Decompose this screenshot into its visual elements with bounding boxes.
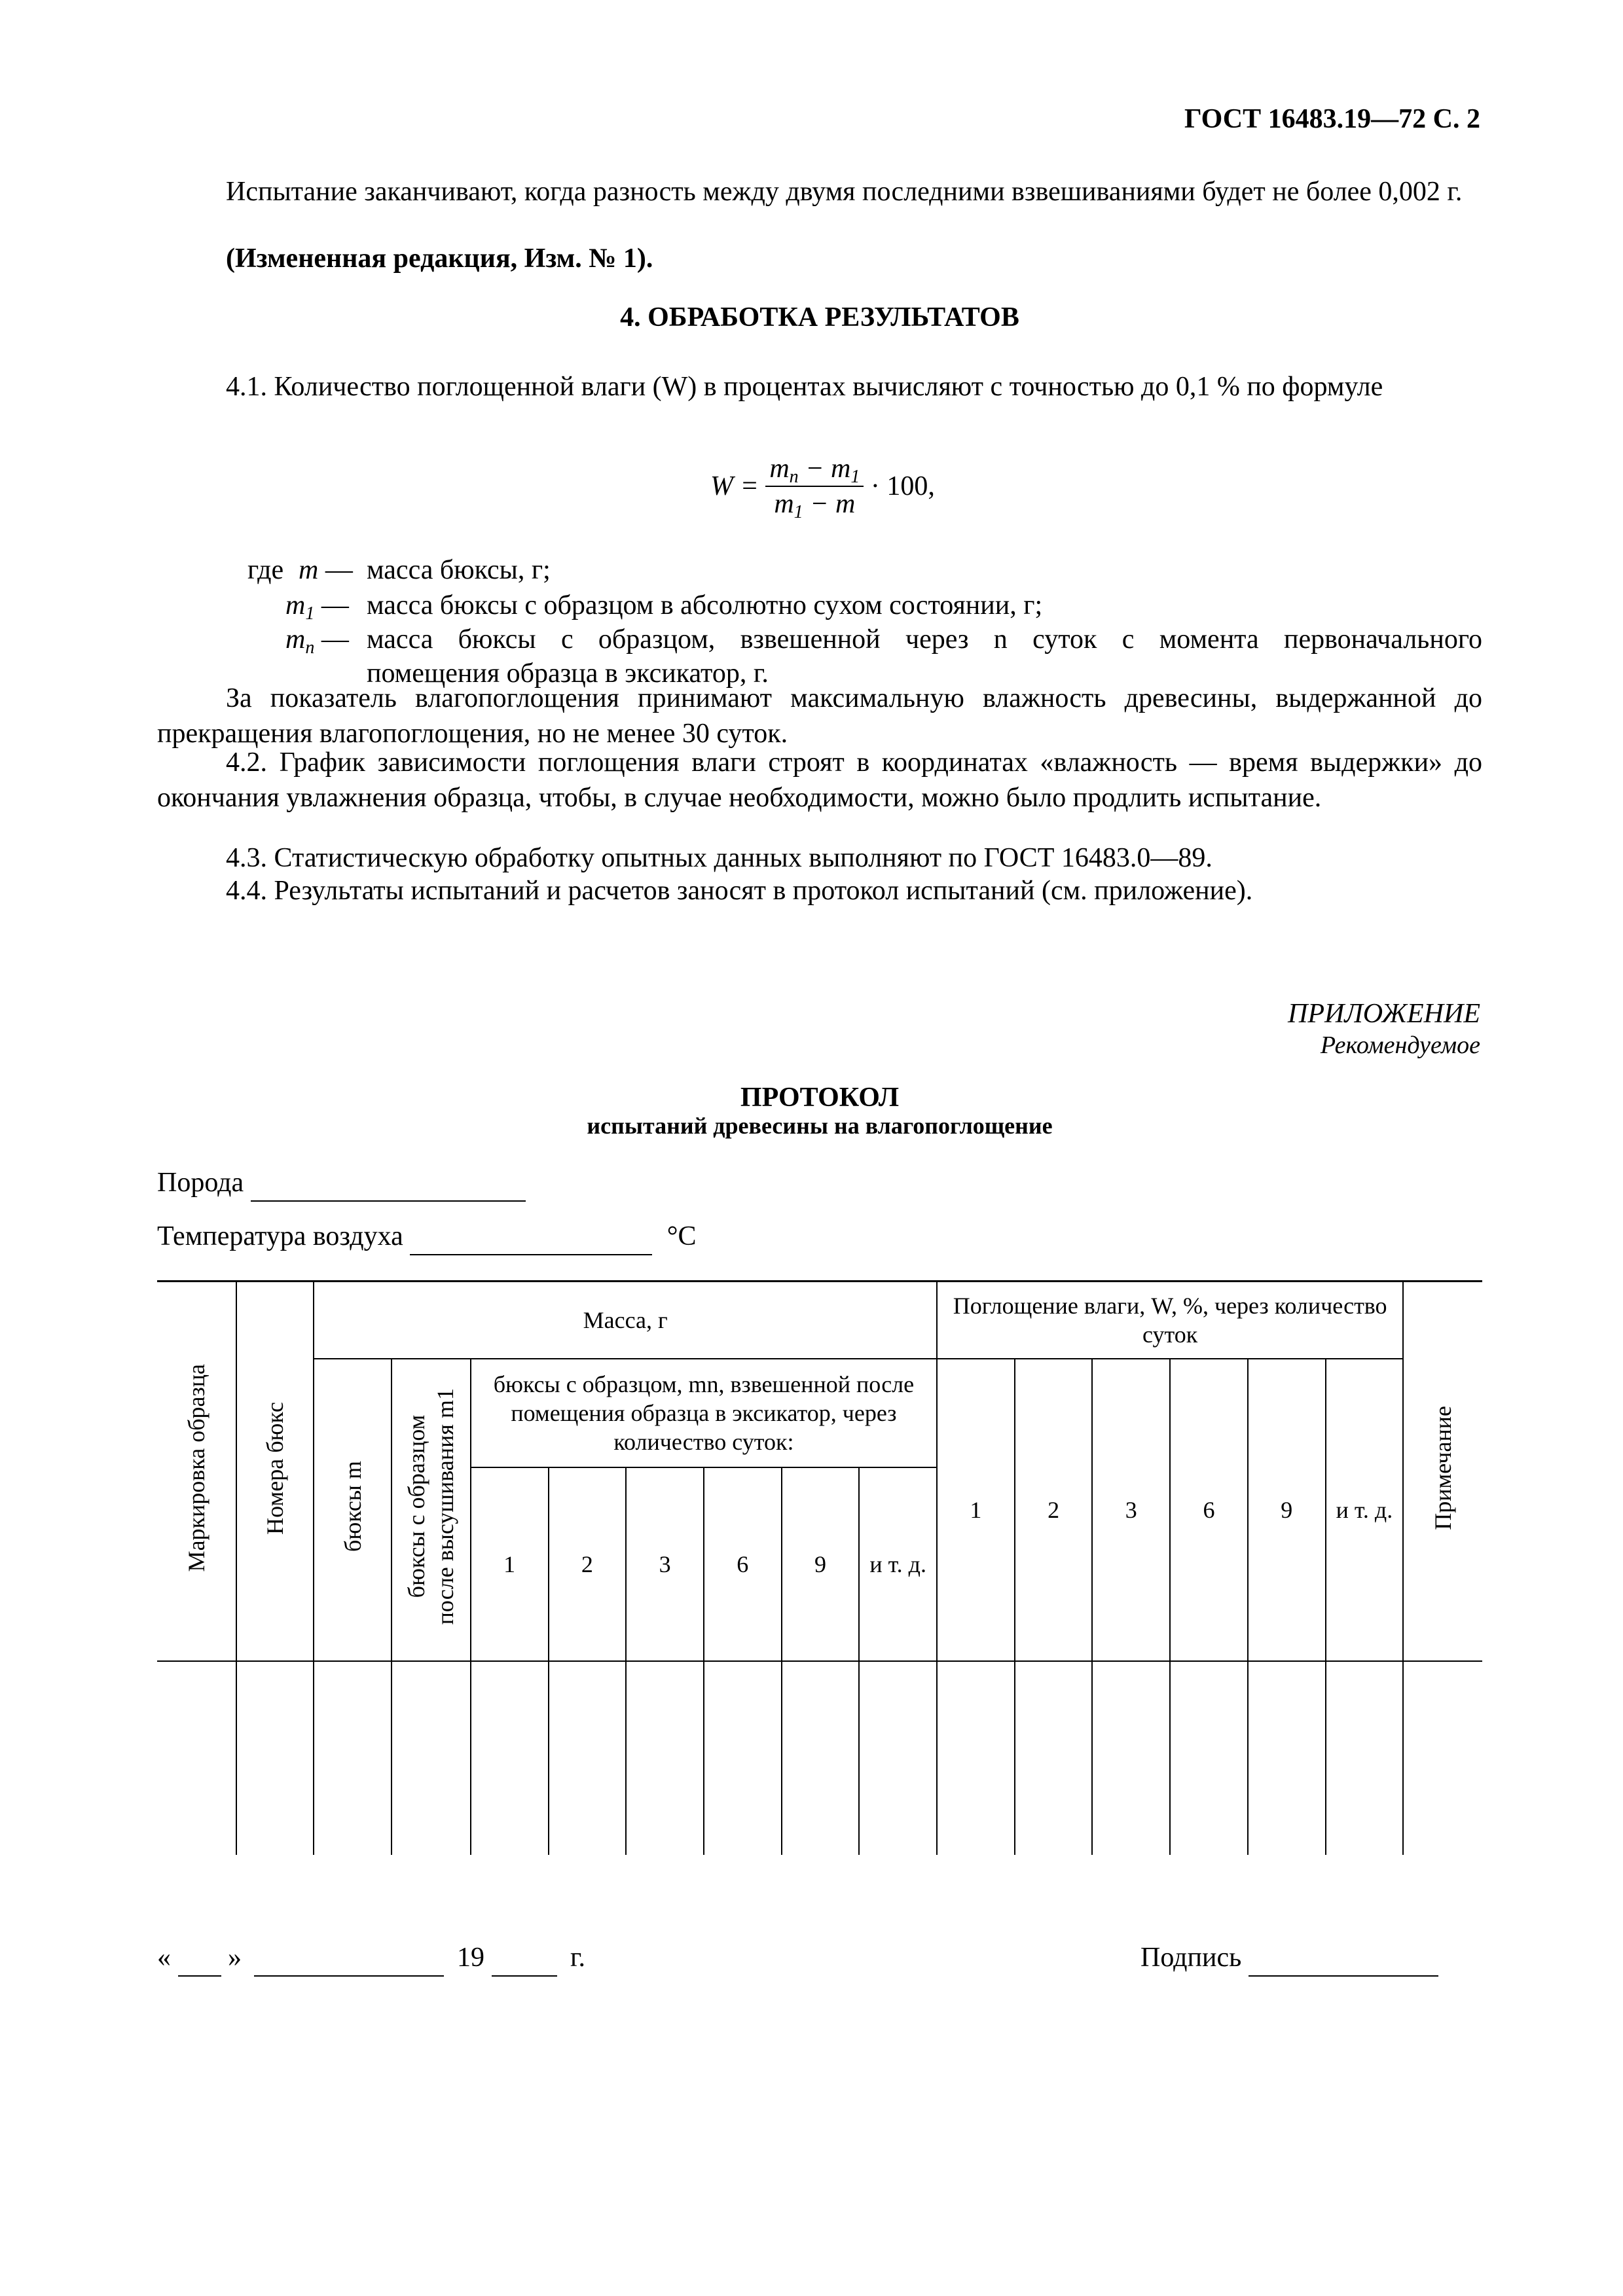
header-mass: Масса, г <box>314 1282 937 1359</box>
header-mass-day-6: 6 <box>704 1467 782 1661</box>
cell[interactable] <box>236 1661 314 1855</box>
footer-year-blank[interactable] <box>492 1940 557 1977</box>
def-m-symbol: m — <box>299 555 353 585</box>
footer-year-prefix: 19 <box>457 1943 484 1973</box>
paragraph-4-1: 4.1. Количество поглощенной влаги (W) в процентах вычисляют с точностью до 0,1 % по формуле <box>226 372 1383 402</box>
formula-lhs: W = <box>710 471 759 501</box>
def-mn-text-1: масса бюксы с образцом, взвешенной через n суток с момента первоначального <box>367 624 1482 655</box>
paragraph-4-3: 4.3. Статистическую обработку опытных данных выполняют по ГОСТ 16483.0—89. <box>226 843 1213 873</box>
cell[interactable] <box>392 1661 471 1855</box>
header-mass-day-1: 1 <box>471 1467 549 1661</box>
header-box-dry-text: бюксы с образцом после высушивания m1 <box>403 1388 459 1625</box>
cell[interactable] <box>1015 1661 1093 1855</box>
header-box-dry <box>392 1359 471 1662</box>
field-temperature-unit: °С <box>666 1221 697 1251</box>
header-absorb-day-9: 9 <box>1248 1359 1326 1662</box>
header-absorb-day-6: 6 <box>1170 1359 1248 1662</box>
cell[interactable] <box>157 1661 236 1855</box>
field-species-blank[interactable] <box>251 1165 526 1202</box>
header-mass-day-3: 3 <box>626 1467 704 1661</box>
cell[interactable] <box>704 1661 782 1855</box>
paragraph-4-2: 4.2. График зависимости поглощения влаги строят в координатах «влажность — время выдержки» до окончания увлажнения образца, чтобы, в случае необходимости, можно было продлить испытание. <box>157 747 1482 813</box>
formula-rhs: · 100, <box>870 471 935 501</box>
cell[interactable] <box>782 1661 860 1855</box>
def-m1-symbol: $m_1$ — <box>285 590 349 624</box>
header-box-number: Номера бюкс <box>236 1282 314 1662</box>
field-temperature <box>157 1219 697 1255</box>
header-box-wet: бюксы с образцом, mn, взвешенной после помещения образца в эксикатор, через количество суток: <box>471 1359 937 1468</box>
def-mn-text-2: помещения образца в эксикатор, г. <box>367 658 769 689</box>
def-where: где <box>247 555 284 585</box>
footer-date <box>157 1940 585 1977</box>
header-mass-day-9: 9 <box>782 1467 860 1661</box>
protocol-subtitle: испытаний древесины на влагопоглощение <box>587 1113 1053 1139</box>
header-marking: Маркировка образца <box>157 1282 236 1662</box>
paragraph-4-4: 4.4. Результаты испытаний и расчетов заносят в протокол испытаний (см. приложение). <box>226 876 1253 906</box>
field-temperature-blank[interactable] <box>410 1219 652 1255</box>
protocol-title: ПРОТОКОЛ <box>740 1083 900 1113</box>
header-absorb-day-etc: и т. д. <box>1326 1359 1404 1662</box>
def-mn-symbol: $m_n$ — <box>285 624 349 658</box>
cell[interactable] <box>937 1661 1015 1855</box>
footer-day-blank[interactable] <box>178 1940 221 1977</box>
appendix-status: Рекомендуемое <box>1320 1031 1480 1059</box>
cell[interactable] <box>1248 1661 1326 1855</box>
def-m-text: масса бюксы, г; <box>367 555 551 585</box>
amendment-note: (Измененная редакция, Изм. № 1). <box>226 243 653 274</box>
protocol-table <box>157 1280 1482 1855</box>
header-absorb-day-1: 1 <box>937 1359 1015 1662</box>
cell[interactable] <box>626 1661 704 1855</box>
header-box-m: бюксы m <box>314 1359 392 1662</box>
header-mass-day-etc: и т. д. <box>859 1467 937 1661</box>
page-header: ГОСТ 16483.19—72 С. 2 <box>1184 104 1480 134</box>
field-species <box>157 1165 526 1202</box>
header-note: Примечание <box>1403 1282 1482 1662</box>
def-m1-text: масса бюксы с образцом в абсолютно сухом состоянии, г; <box>367 590 1043 620</box>
footer-date-open: « <box>157 1943 171 1973</box>
header-mass-day-2: 2 <box>549 1467 627 1661</box>
footer-signature <box>1140 1940 1438 1977</box>
cell[interactable] <box>1326 1661 1404 1855</box>
footer-date-close: » <box>228 1943 242 1973</box>
cell[interactable] <box>471 1661 549 1855</box>
field-temperature-label: Температура воздуха <box>157 1221 403 1251</box>
formula-fraction <box>765 452 864 521</box>
cell[interactable] <box>314 1661 392 1855</box>
footer-signature-label: Подпись <box>1140 1943 1242 1973</box>
footer-signature-blank[interactable] <box>1249 1940 1438 1977</box>
field-species-label: Порода <box>157 1168 244 1198</box>
paragraph-index: За показатель влагопоглощения принимают максимальную влажность древесины, выдержанной до прекращения влагопоглощения, но не менее 30 суток. <box>157 683 1482 749</box>
cell[interactable] <box>1092 1661 1170 1855</box>
formula-denominator: $m_1 - m$ <box>774 489 856 522</box>
header-absorb-day-3: 3 <box>1092 1359 1170 1662</box>
table-row <box>157 1661 1482 1855</box>
header-absorption: Поглощение влаги, W, %, через количество суток <box>937 1282 1403 1359</box>
cell[interactable] <box>549 1661 627 1855</box>
cell[interactable] <box>859 1661 937 1855</box>
header-absorb-day-2: 2 <box>1015 1359 1093 1662</box>
appendix-label: ПРИЛОЖЕНИЕ <box>1288 999 1480 1029</box>
footer-year-suffix: г. <box>570 1943 585 1973</box>
paragraph-end-condition: Испытание заканчивают, когда разность между двумя последними взвешиваниями будет не более 0,002 г. <box>226 177 1463 207</box>
footer-month-blank[interactable] <box>254 1940 444 1977</box>
cell[interactable] <box>1403 1661 1482 1855</box>
cell[interactable] <box>1170 1661 1248 1855</box>
formula <box>710 452 935 521</box>
section-title: 4. ОБРАБОТКА РЕЗУЛЬТАТОВ <box>620 302 1019 332</box>
formula-numerator: $m_n - m_1$ <box>765 452 864 487</box>
